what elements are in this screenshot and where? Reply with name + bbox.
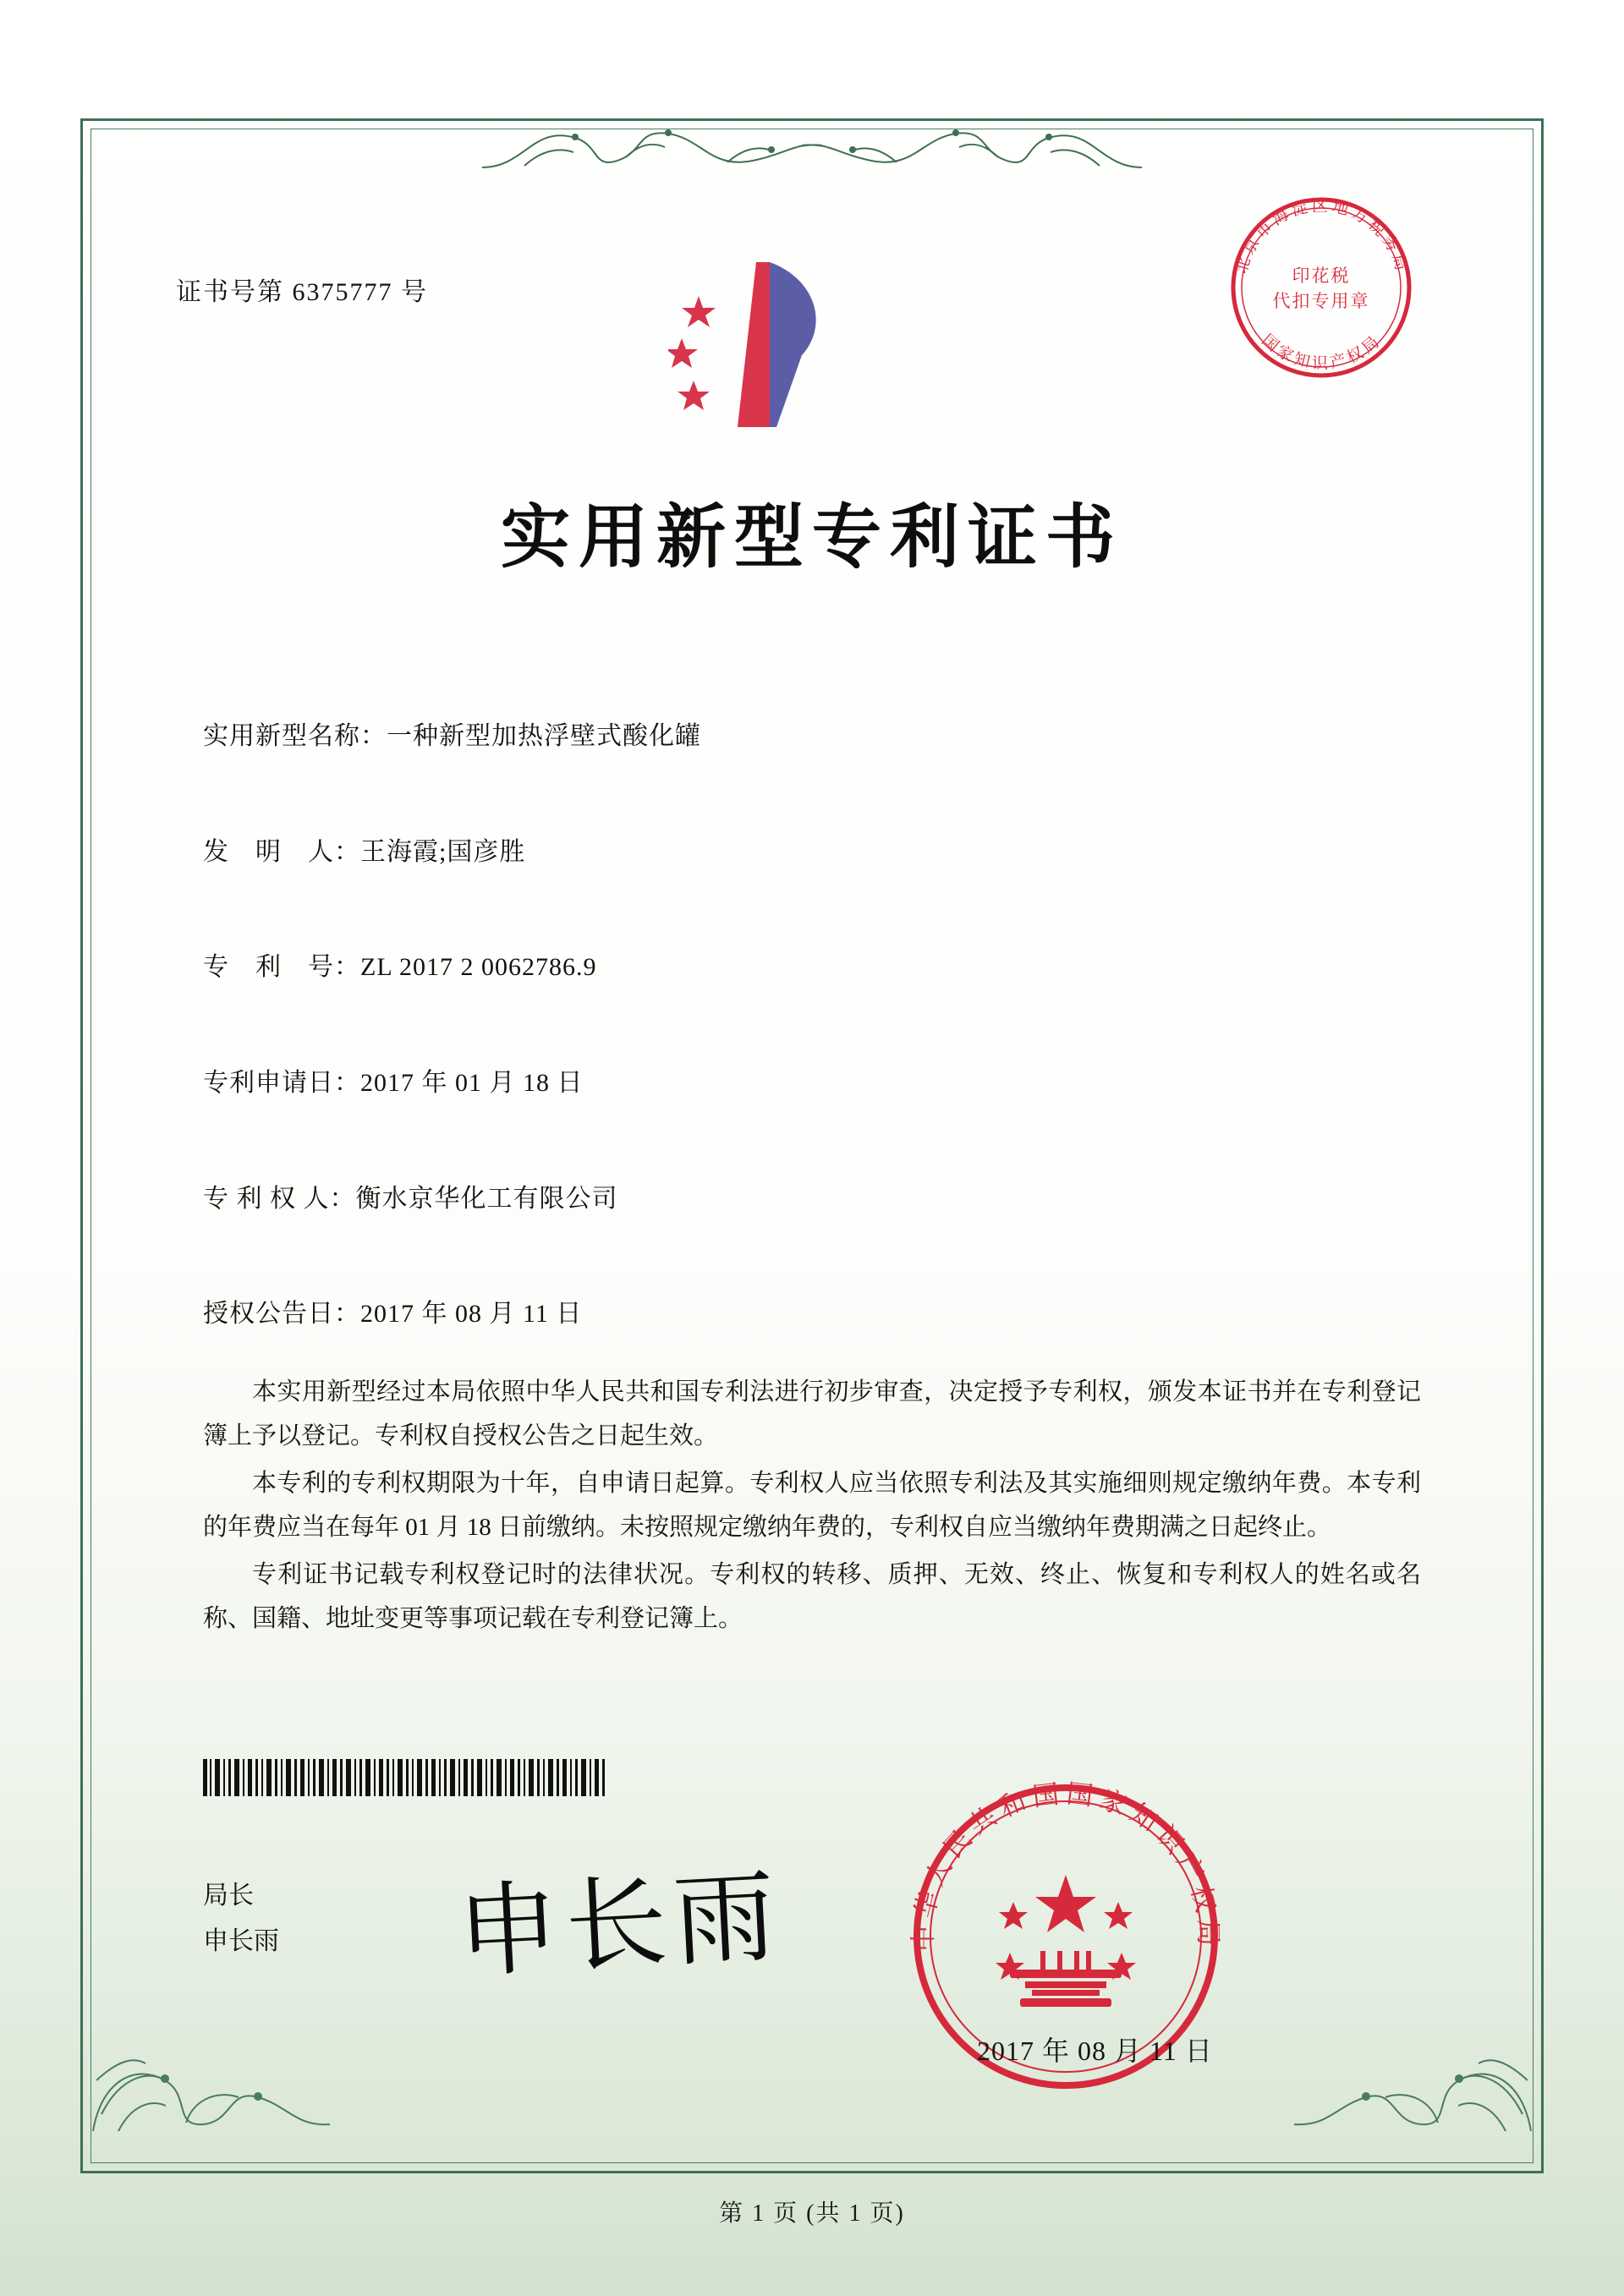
field-label: 专 利 权 人： <box>203 1185 356 1213</box>
tax-stamp-seal <box>1218 184 1425 392</box>
svg-text:中华人民共和国国家知识产权局: 中华人民共和国国家知识产权局 <box>908 1778 1224 1952</box>
field-label: 专利申请日： <box>203 1069 360 1097</box>
body-paragraph: 本实用新型经过本局依照中华人民共和国专利法进行初步审查，决定授予专利权，颁发本证书并在专利登记簿上予以登记。专利权自授权公告之日起生效。 <box>203 1378 1421 1449</box>
field-label: 授权公告日： <box>203 1300 360 1328</box>
body-text <box>203 1370 1421 1644</box>
seal-date: 2017 年 08 月 11 日 <box>977 2036 1213 2066</box>
field-value: 王海霞;国彦胜 <box>360 838 526 866</box>
field-label: 专 利 号： <box>203 953 360 981</box>
field-patent-number <box>203 945 597 983</box>
svg-text:印花税: 印花税 <box>1292 266 1351 286</box>
field-utility-model-name <box>203 715 701 752</box>
field-value: 2017 年 08 月 11 日 <box>360 1300 583 1328</box>
handwritten-signature: 申长雨 <box>454 1858 785 1992</box>
field-value: 2017 年 01 月 18 日 <box>360 1069 584 1097</box>
barcode <box>203 1759 609 1796</box>
field-label: 实用新型名称： <box>203 722 387 750</box>
field-value: ZL 2017 2 0062786.9 <box>360 953 597 981</box>
page-footer: 第 1 页 (共 1 页) <box>719 2200 905 2227</box>
svg-text:北京市海淀区地方税务局: 北京市海淀区地方税务局 <box>1232 196 1412 277</box>
svg-text:代扣专用章: 代扣专用章 <box>1272 291 1370 311</box>
body-paragraph: 专利证书记载专利权登记时的法律状况。专利权的转移、质押、无效、终止、恢复和专利权人的姓名或名称、国籍、地址变更等事项记载在专利登记簿上。 <box>203 1561 1421 1632</box>
field-value: 一种新型加热浮壁式酸化罐 <box>387 722 701 750</box>
director-title-label: 局长 <box>203 1882 254 1910</box>
signature-block <box>203 1873 279 1964</box>
certificate-number: 证书号第 6375777 号 <box>176 278 428 306</box>
director-name-label: 申长雨 <box>203 1927 279 1955</box>
page-title: 实用新型专利证书 <box>500 496 1123 578</box>
field-label: 发 明 人： <box>203 838 360 866</box>
svg-text:国家知识产权局: 国家知识产权局 <box>1258 331 1385 373</box>
body-paragraph: 本专利的专利权期限为十年，自申请日起算。专利权人应当依照专利法及其实施细则规定缴纳年费。本专利的年费应当在每年 01 月 18 日前缴纳。未按照规定缴纳年费的，专利权自应当缴纳年费期满之日起终止。 <box>203 1470 1421 1541</box>
field-inventor <box>203 830 525 868</box>
cnipa-logo-icon <box>668 245 854 440</box>
field-value: 衡水京华化工有限公司 <box>355 1185 618 1213</box>
field-patentee <box>203 1177 618 1214</box>
field-grant-announcement-date <box>203 1292 582 1329</box>
field-application-date <box>203 1061 584 1099</box>
